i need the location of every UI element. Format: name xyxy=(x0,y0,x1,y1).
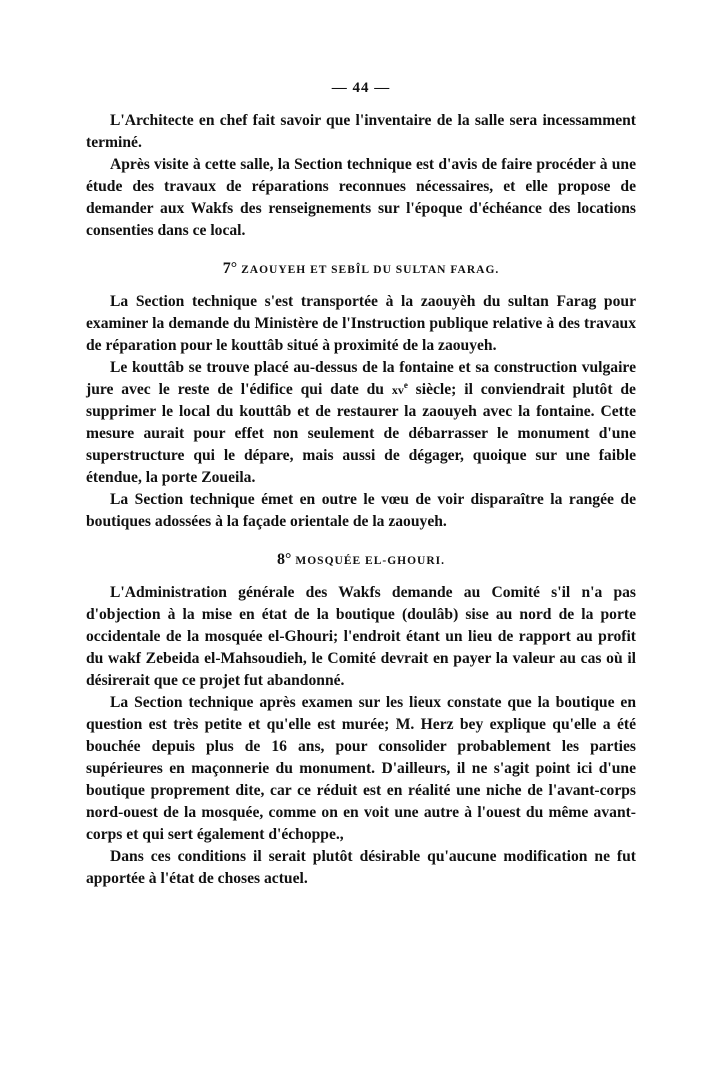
section-8-paragraph-2: La Section technique après examen sur les lieux constate que la boutique en question est très petite et qu'elle est murée; M. Herz bey explique qu'elle a été bouchée depuis plus de 16 ans, pour consolider probablement les parties supérieures en maçonnerie du monument. D'ailleurs, il ne s'agit point ici d'une boutique proprement dite, car ce réduit est en réalité une niche de l'avant-corps nord-ouest de la mosquée, comme on en voit une autre à l'ouest du même avant-corps et qui sert également d'échoppe., xyxy=(86,694,636,843)
section-7-paragraph-2 xyxy=(86,357,636,489)
section-7-paragraph-2-end: siècle; il conviendrait plutôt de supprimer le local du kouttâb et de restaurer la zaouyeh avec la fontaine. Cette mesure aurait pour effet non seulement de débarrasser le monument d'une superstructure qui le dépare, mais aussi de dégager, quoique sur une faible étendue, la porte Zoueila. xyxy=(86,381,636,486)
paragraph-intro-2: Après visite à cette salle, la Section technique est d'avis de faire procéder à une étude des travaux de réparations reconnues nécessaires, et elle propose de demander aux Wakfs des renseignements sur l'époque d'échéance des locations consenties dans ce local. xyxy=(86,156,636,239)
section-8-paragraph-3: Dans ces conditions il serait plutôt désirable qu'aucune modification ne fut apportée à l'état de choses actuel. xyxy=(86,848,636,887)
section-7-paragraph-3: La Section technique émet en outre le vœu de voir disparaître la rangée de boutiques adossées à la façade orientale de la zaouyeh. xyxy=(86,491,636,530)
section-8-title: MOSQUÉE EL-GHOURI. xyxy=(295,555,446,567)
section-7-number: 7° xyxy=(222,260,238,277)
section-8-heading xyxy=(86,549,636,572)
section-8-paragraph-1: L'Administration générale des Wakfs demande au Comité s'il n'a pas d'objection à la mise en état de la boutique (doulâb) sise au nord de la porte occidentale de la mosquée el-Ghouri; l'endroit étant un lieu de rapport au profit du wakf Zebeida el-Mahsoudieh, le Comité devrait en payer la valeur au cas où il désirerait que ce projet fut abandonné. xyxy=(86,584,636,689)
century-suffix: e xyxy=(403,379,408,390)
century-numeral: xv xyxy=(391,383,404,397)
section-7-heading xyxy=(86,258,636,281)
section-7-paragraph-2-start: Le kouttâb se trouve placé au-dessus de la fontaine et sa construction vulgaire jure avec le reste de l'édifice qui date du xyxy=(86,359,636,398)
section-7-paragraph-1: La Section technique s'est transportée à la zaouyèh du sultan Farag pour examiner la demande du Ministère de l'Instruction publique relative à des travaux de réparation pour le kouttâb situé à proximité de la zaouyeh. xyxy=(86,293,636,354)
page-number: — 44 — xyxy=(331,80,391,96)
section-8-number: 8° xyxy=(276,551,292,568)
section-7-title: ZAOUYEH ET SEBÎL DU SULTAN FARAG. xyxy=(241,264,500,276)
document-page xyxy=(86,78,636,890)
paragraph-intro-1: L'Architecte en chef fait savoir que l'inventaire de la salle sera incessamment terminé. xyxy=(86,112,636,151)
